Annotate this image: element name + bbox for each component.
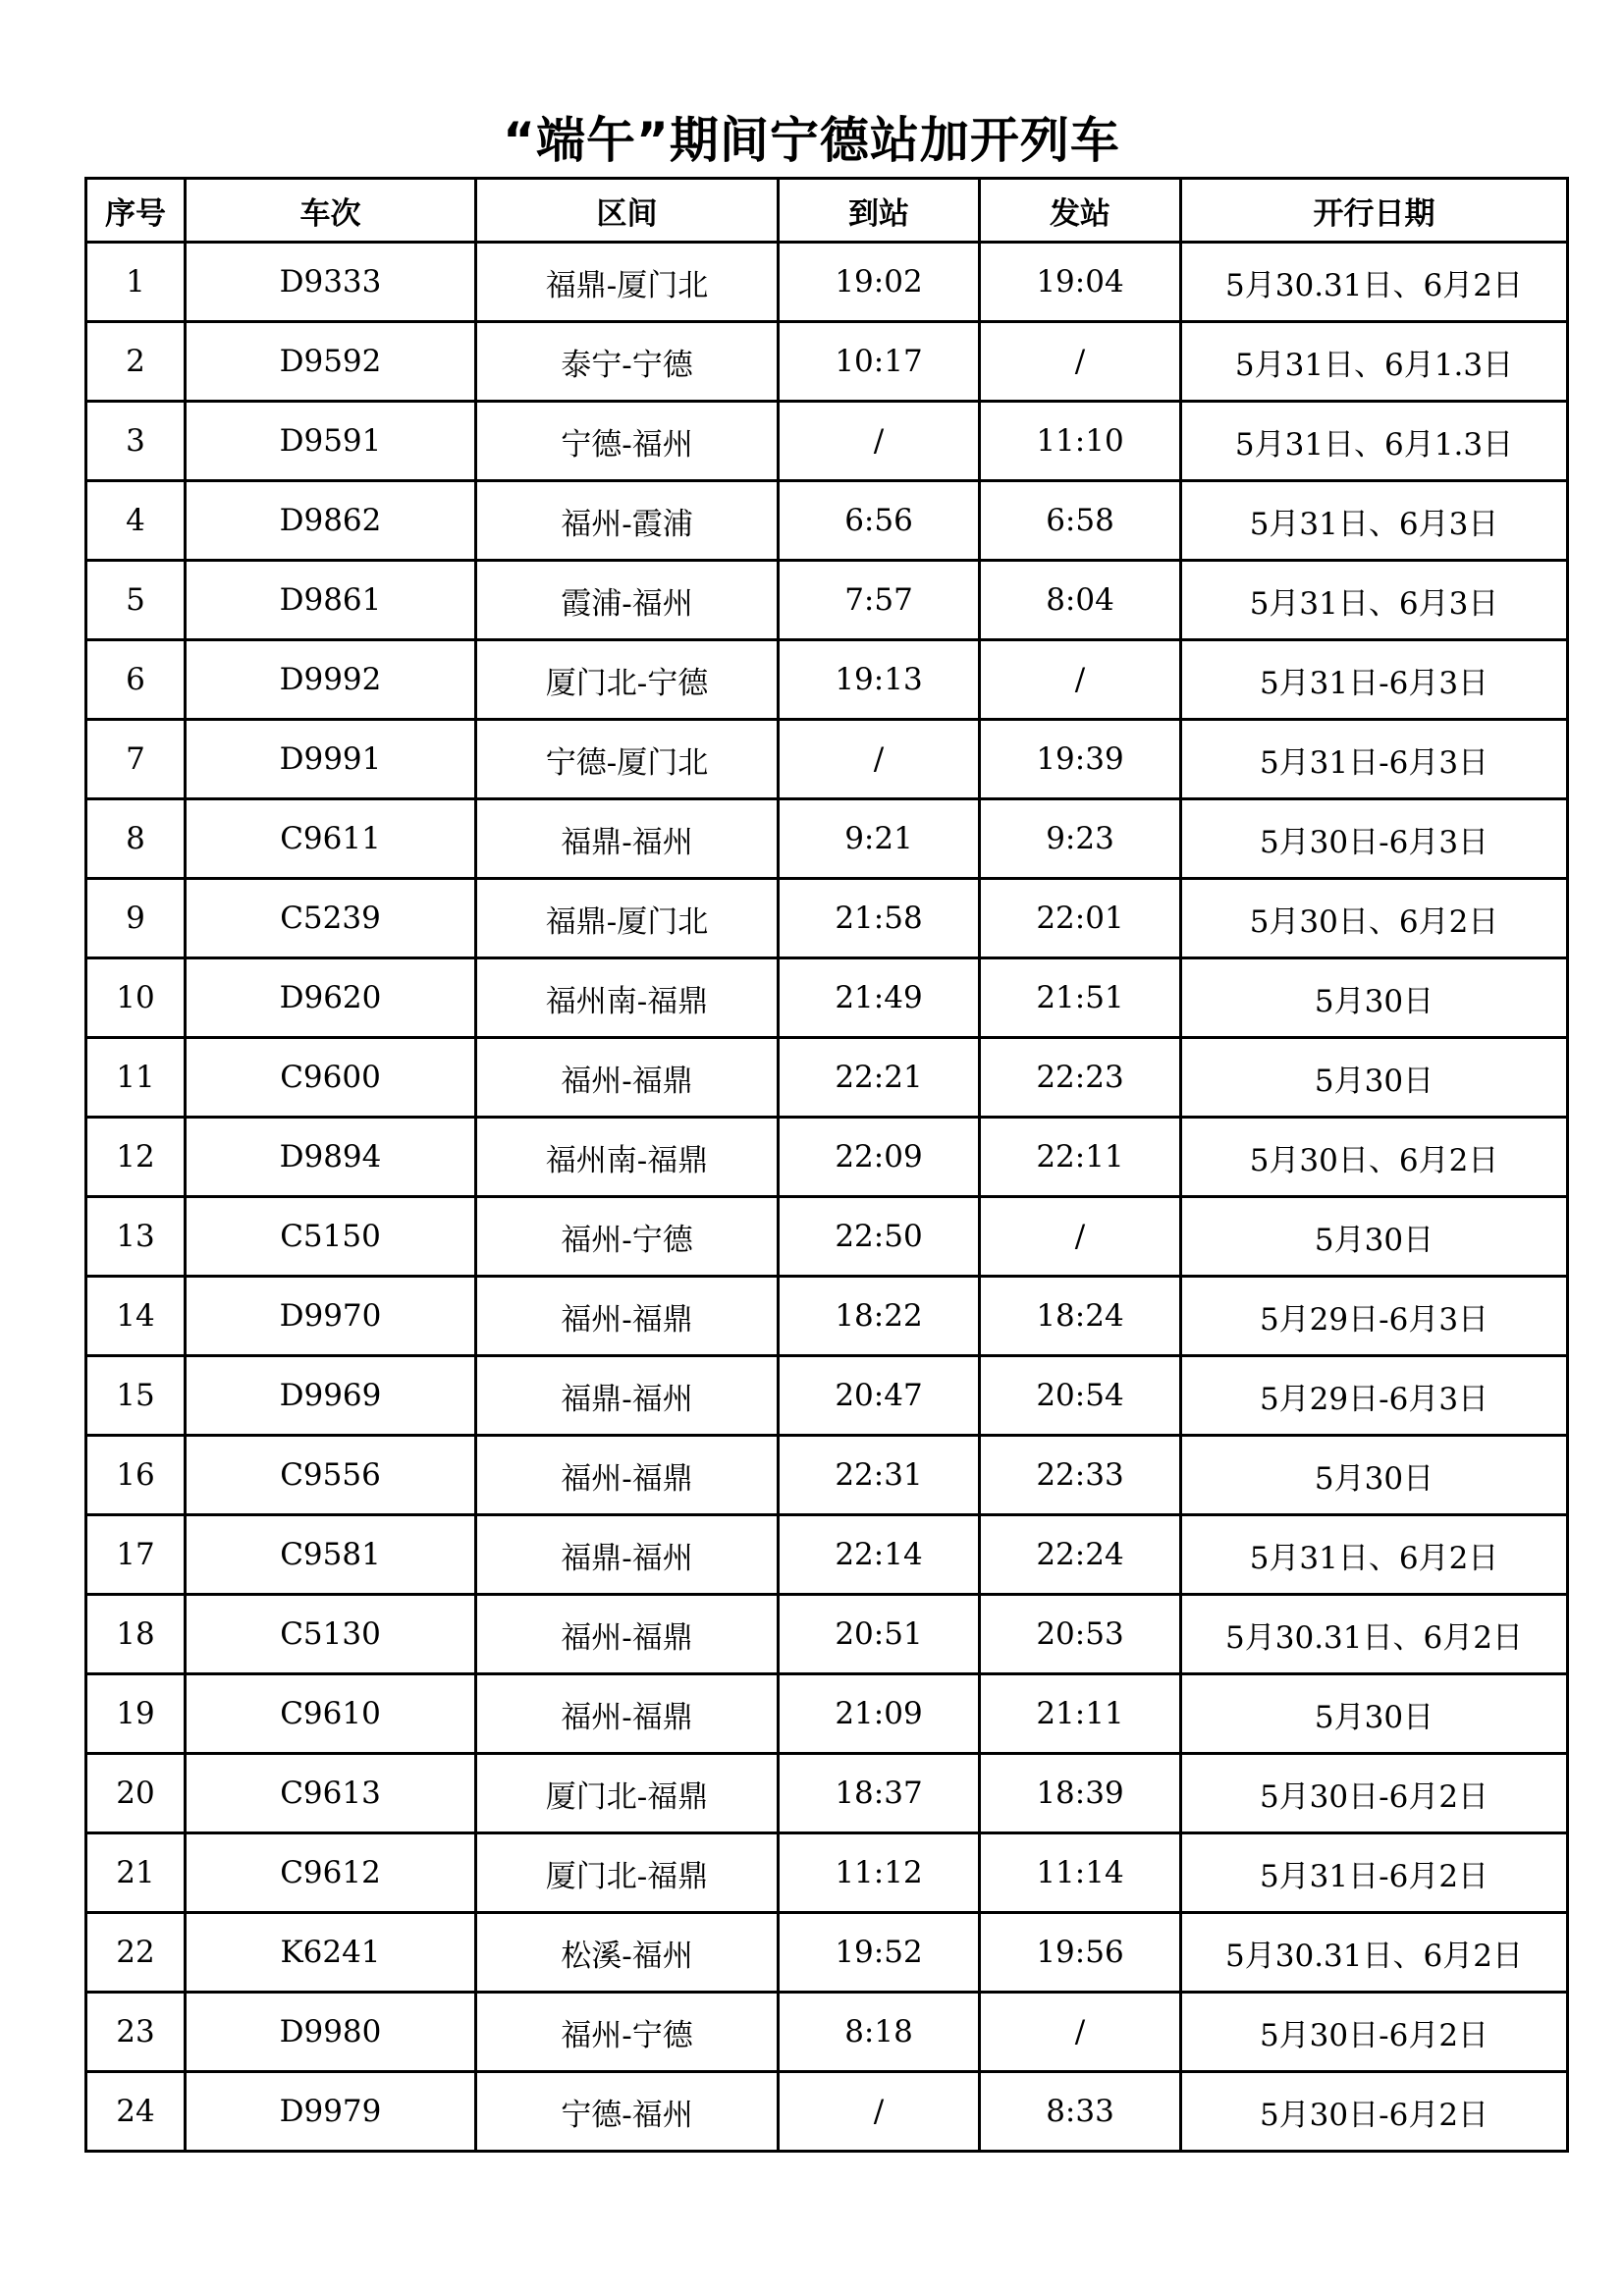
cell-train-number: C9613 (186, 1754, 476, 1833)
cell-operating-dates: 5月30日、6月2日 (1181, 879, 1568, 958)
cell-operating-dates: 5月29日-6月3日 (1181, 1356, 1568, 1436)
cell-arrival: 8:18 (779, 1993, 980, 2072)
cell-index: 21 (86, 1833, 186, 1913)
cell-operating-dates: 5月30日 (1181, 958, 1568, 1038)
cell-route: 福州-宁德 (476, 1993, 779, 2072)
cell-route: 福州-福鼎 (476, 1277, 779, 1356)
table-row (86, 1436, 1568, 1515)
table-row (86, 1913, 1568, 1993)
cell-route: 福州-宁德 (476, 1197, 779, 1277)
cell-operating-dates: 5月30日 (1181, 1436, 1568, 1515)
cell-departure: 18:39 (980, 1754, 1181, 1833)
cell-arrival: / (779, 720, 980, 799)
cell-departure: / (980, 322, 1181, 402)
cell-index: 13 (86, 1197, 186, 1277)
cell-train-number: D9969 (186, 1356, 476, 1436)
cell-departure: / (980, 640, 1181, 720)
cell-operating-dates: 5月31日-6月3日 (1181, 640, 1568, 720)
page-title: “端午”期间宁德站加开列车 (503, 112, 1120, 169)
table-row (86, 561, 1568, 640)
cell-route: 福鼎-厦门北 (476, 243, 779, 322)
cell-operating-dates: 5月30日-6月2日 (1181, 2072, 1568, 2152)
cell-departure: 22:01 (980, 879, 1181, 958)
cell-operating-dates: 5月31日、6月1.3日 (1181, 322, 1568, 402)
cell-train-number: D9862 (186, 481, 476, 561)
cell-train-number: D9620 (186, 958, 476, 1038)
cell-arrival: 10:17 (779, 322, 980, 402)
cell-operating-dates: 5月30日-6月2日 (1181, 1754, 1568, 1833)
header-arrival: 到站 (779, 179, 980, 243)
cell-route: 宁德-厦门北 (476, 720, 779, 799)
table-row (86, 1356, 1568, 1436)
cell-route: 福州-福鼎 (476, 1038, 779, 1118)
cell-operating-dates: 5月31日、6月3日 (1181, 561, 1568, 640)
cell-departure: 21:11 (980, 1674, 1181, 1754)
cell-arrival: 21:58 (779, 879, 980, 958)
cell-operating-dates: 5月30日-6月3日 (1181, 799, 1568, 879)
cell-arrival: 6:56 (779, 481, 980, 561)
cell-train-number: D9591 (186, 402, 476, 481)
cell-train-number: K6241 (186, 1913, 476, 1993)
cell-route: 福州-福鼎 (476, 1436, 779, 1515)
cell-index: 22 (86, 1913, 186, 1993)
cell-operating-dates: 5月30日-6月2日 (1181, 1993, 1568, 2072)
cell-arrival: 9:21 (779, 799, 980, 879)
header-train-number: 车次 (186, 179, 476, 243)
cell-departure: 20:53 (980, 1595, 1181, 1674)
cell-departure: 8:04 (980, 561, 1181, 640)
cell-route: 厦门北-福鼎 (476, 1833, 779, 1913)
cell-route: 松溪-福州 (476, 1913, 779, 1993)
table-row (86, 243, 1568, 322)
cell-index: 12 (86, 1118, 186, 1197)
table-row (86, 1993, 1568, 2072)
cell-index: 16 (86, 1436, 186, 1515)
cell-route: 福鼎-福州 (476, 1356, 779, 1436)
cell-departure: / (980, 1993, 1181, 2072)
cell-departure: 11:14 (980, 1833, 1181, 1913)
table-row (86, 879, 1568, 958)
table-row (86, 322, 1568, 402)
cell-index: 24 (86, 2072, 186, 2152)
cell-arrival: 20:51 (779, 1595, 980, 1674)
cell-index: 17 (86, 1515, 186, 1595)
table-row (86, 481, 1568, 561)
cell-departure: / (980, 1197, 1181, 1277)
cell-index: 2 (86, 322, 186, 402)
cell-arrival: 19:02 (779, 243, 980, 322)
table-row (86, 1754, 1568, 1833)
cell-train-number: D9992 (186, 640, 476, 720)
header-departure: 发站 (980, 179, 1181, 243)
cell-index: 9 (86, 879, 186, 958)
cell-arrival: 22:50 (779, 1197, 980, 1277)
table-row (86, 640, 1568, 720)
train-schedule-table (84, 177, 1569, 2153)
cell-arrival: 22:21 (779, 1038, 980, 1118)
cell-train-number: C9610 (186, 1674, 476, 1754)
cell-departure: 19:56 (980, 1913, 1181, 1993)
cell-index: 5 (86, 561, 186, 640)
cell-departure: 22:33 (980, 1436, 1181, 1515)
cell-route: 福州南-福鼎 (476, 1118, 779, 1197)
cell-operating-dates: 5月30日、6月2日 (1181, 1118, 1568, 1197)
cell-route: 宁德-福州 (476, 2072, 779, 2152)
cell-operating-dates: 5月31日-6月3日 (1181, 720, 1568, 799)
table-row (86, 1833, 1568, 1913)
cell-departure: 20:54 (980, 1356, 1181, 1436)
cell-route: 福州-福鼎 (476, 1674, 779, 1754)
cell-index: 19 (86, 1674, 186, 1754)
cell-departure: 21:51 (980, 958, 1181, 1038)
cell-departure: 22:11 (980, 1118, 1181, 1197)
table-body (86, 243, 1568, 2152)
cell-train-number: D9979 (186, 2072, 476, 2152)
cell-route: 泰宁-宁德 (476, 322, 779, 402)
cell-route: 福鼎-福州 (476, 799, 779, 879)
cell-train-number: C5239 (186, 879, 476, 958)
cell-index: 4 (86, 481, 186, 561)
cell-arrival: 18:37 (779, 1754, 980, 1833)
cell-index: 15 (86, 1356, 186, 1436)
cell-arrival: 22:31 (779, 1436, 980, 1515)
cell-departure: 19:39 (980, 720, 1181, 799)
cell-index: 6 (86, 640, 186, 720)
cell-arrival: 22:09 (779, 1118, 980, 1197)
cell-route: 厦门北-宁德 (476, 640, 779, 720)
cell-train-number: C5150 (186, 1197, 476, 1277)
cell-train-number: D9894 (186, 1118, 476, 1197)
cell-departure: 22:23 (980, 1038, 1181, 1118)
cell-operating-dates: 5月30日 (1181, 1038, 1568, 1118)
cell-operating-dates: 5月31日、6月2日 (1181, 1515, 1568, 1595)
cell-train-number: C9581 (186, 1515, 476, 1595)
header-route: 区间 (476, 179, 779, 243)
cell-arrival: 19:52 (779, 1913, 980, 1993)
table-row (86, 1038, 1568, 1118)
cell-train-number: C9556 (186, 1436, 476, 1515)
cell-operating-dates: 5月30日 (1181, 1674, 1568, 1754)
cell-route: 福州南-福鼎 (476, 958, 779, 1038)
cell-departure: 18:24 (980, 1277, 1181, 1356)
cell-arrival: 22:14 (779, 1515, 980, 1595)
cell-arrival: 18:22 (779, 1277, 980, 1356)
cell-route: 宁德-福州 (476, 402, 779, 481)
cell-departure: 6:58 (980, 481, 1181, 561)
cell-index: 8 (86, 799, 186, 879)
header-operating-dates: 开行日期 (1181, 179, 1568, 243)
cell-arrival: 11:12 (779, 1833, 980, 1913)
cell-arrival: 21:09 (779, 1674, 980, 1754)
cell-route: 福州-福鼎 (476, 1595, 779, 1674)
cell-operating-dates: 5月31日、6月1.3日 (1181, 402, 1568, 481)
table-row (86, 1595, 1568, 1674)
cell-operating-dates: 5月29日-6月3日 (1181, 1277, 1568, 1356)
cell-train-number: D9333 (186, 243, 476, 322)
cell-index: 14 (86, 1277, 186, 1356)
cell-train-number: D9980 (186, 1993, 476, 2072)
cell-departure: 8:33 (980, 2072, 1181, 2152)
cell-departure: 9:23 (980, 799, 1181, 879)
cell-train-number: D9592 (186, 322, 476, 402)
cell-index: 7 (86, 720, 186, 799)
cell-index: 1 (86, 243, 186, 322)
table-row (86, 799, 1568, 879)
cell-operating-dates: 5月31日-6月2日 (1181, 1833, 1568, 1913)
header-index: 序号 (86, 179, 186, 243)
cell-arrival: / (779, 2072, 980, 2152)
table-row (86, 1277, 1568, 1356)
cell-departure: 11:10 (980, 402, 1181, 481)
cell-operating-dates: 5月30.31日、6月2日 (1181, 1913, 1568, 1993)
cell-index: 20 (86, 1754, 186, 1833)
table-row (86, 720, 1568, 799)
cell-index: 3 (86, 402, 186, 481)
cell-route: 福州-霞浦 (476, 481, 779, 561)
table-row (86, 1118, 1568, 1197)
table-row (86, 958, 1568, 1038)
cell-train-number: D9991 (186, 720, 476, 799)
cell-index: 11 (86, 1038, 186, 1118)
cell-train-number: C9600 (186, 1038, 476, 1118)
cell-arrival: 19:13 (779, 640, 980, 720)
table-header-row (86, 179, 1568, 243)
cell-operating-dates: 5月30日 (1181, 1197, 1568, 1277)
cell-arrival: / (779, 402, 980, 481)
cell-train-number: D9861 (186, 561, 476, 640)
cell-departure: 22:24 (980, 1515, 1181, 1595)
table-row (86, 2072, 1568, 2152)
table-row (86, 1674, 1568, 1754)
cell-arrival: 21:49 (779, 958, 980, 1038)
cell-operating-dates: 5月30.31日、6月2日 (1181, 1595, 1568, 1674)
cell-departure: 19:04 (980, 243, 1181, 322)
cell-route: 福鼎-福州 (476, 1515, 779, 1595)
table-row (86, 1197, 1568, 1277)
cell-operating-dates: 5月30.31日、6月2日 (1181, 243, 1568, 322)
cell-route: 福鼎-厦门北 (476, 879, 779, 958)
cell-train-number: D9970 (186, 1277, 476, 1356)
cell-route: 霞浦-福州 (476, 561, 779, 640)
cell-train-number: C9611 (186, 799, 476, 879)
table-row (86, 1515, 1568, 1595)
cell-route: 厦门北-福鼎 (476, 1754, 779, 1833)
table-row (86, 402, 1568, 481)
cell-index: 18 (86, 1595, 186, 1674)
cell-arrival: 20:47 (779, 1356, 980, 1436)
cell-index: 23 (86, 1993, 186, 2072)
cell-arrival: 7:57 (779, 561, 980, 640)
cell-train-number: C5130 (186, 1595, 476, 1674)
cell-index: 10 (86, 958, 186, 1038)
cell-operating-dates: 5月31日、6月3日 (1181, 481, 1568, 561)
cell-train-number: C9612 (186, 1833, 476, 1913)
